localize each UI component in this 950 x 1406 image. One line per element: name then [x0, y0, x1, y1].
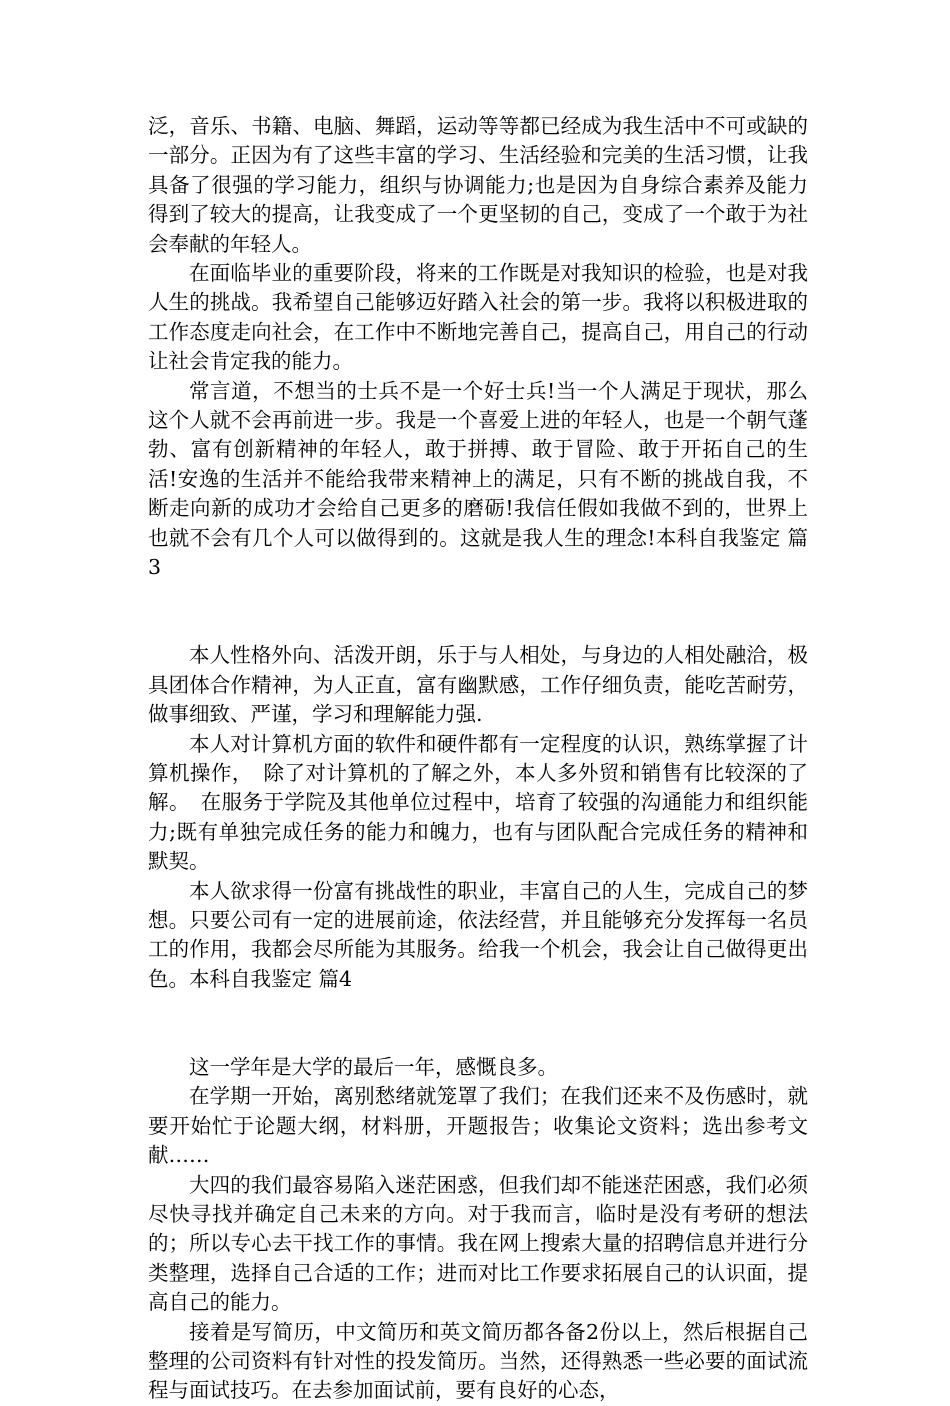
paragraph: 接着是写简历，中文简历和英文简历都各备2份以上，然后根据自己整理的公司资料有针对性的投发简历。当然，还得熟悉一些必要的面试流程与面试技巧。在去参加面试前，要有良好的心态，: [148, 1319, 808, 1403]
paragraph: 在学期一开始，离别愁绪就笼罩了我们；在我们还来不及伤感时，就要开始忙于论题大纲，材料册，开题报告；收集论文资料；选出参考文献……: [148, 1084, 808, 1168]
paragraph: 这一学年是大学的最后一年，感慨良多。: [189, 1054, 558, 1079]
paragraph: 在面临毕业的重要阶段，将来的工作既是对我知识的检验，也是对我人生的挑战。我希望自己能够迈好踏入社会的第一步。我将以积极进取的工作态度走向社会，在工作中不断地完善自己，提高自己，用自己的行动让社会肯定我的能力。: [148, 261, 808, 374]
section-gap: [148, 994, 808, 1053]
paragraph: 本人欲求得一份富有挑战性的职业，丰富自己的人生，完成自己的梦想。只要公司有一定的进展前途，依法经营，并且能够充分发挥每一名员工的作用，我都会尽所能为其服务。给我一个机会，我会让自己做得更出色。本科自我鉴定 篇4: [148, 878, 808, 991]
paragraph: 常言道，不想当的士兵不是一个好士兵!当一个人满足于现状，那么这个人就不会再前进一步。我是一个喜爱上进的年轻人，也是一个朝气蓬勃、富有创新精神的年轻人，敢于拼搏、敢于冒险、敢于开拓自己的生活!安逸的生活并不能给我带来精神上的满足，只有不断的挑战自我，不断走向新的成功才会给自己更多的磨砺!我信任假如我做不到的，世界上也就不会有几个人可以做得到的。这就是我人生的理念!本科自我鉴定 篇3: [148, 378, 808, 580]
paragraph: 本人对计算机方面的软件和硬件都有一定程度的认识，熟练掌握了计算机操作， 除了对计算机的了解之外，本人多外贸和销售有比较深的了解。 在服务于学院及其他单位过程中，培育了较强的沟通能力和组织能力;既有单独完成任务的能力和魄力，也有与团队配合完成任务的精神和默契。: [148, 731, 808, 874]
paragraph: 大四的我们最容易陷入迷茫困惑，但我们却不能迷茫困惑，我们必须尽快寻找并确定自己未来的方向。对于我而言，临时是没有考研的想法的；所以专心去干找工作的事情。我在网上搜索大量的招聘信息并进行分类整理，选择自己合适的工作；进而对比工作要求拓展自己的认识面，提高自己的能力。: [148, 1172, 808, 1315]
paragraph: 泛，音乐、书籍、电脑、舞蹈，运动等等都已经成为我生活中不可或缺的一部分。正因为有了这些丰富的学习、生活经验和完美的生活习惯，让我具备了很强的学习能力，组织与协调能力;也是因为自身综合素养及能力得到了较大的提高，让我变成了一个更坚韧的自己，变成了一个敢于为社会奉献的年轻人。: [148, 114, 808, 256]
section-gap: [148, 583, 808, 642]
document-page: [148, 112, 808, 1406]
paragraph: 本人性格外向、活泼开朗，乐于与人相处，与身边的人相处融洽，极具团体合作精神，为人正直，富有幽默感，工作仔细负责，能吃苦耐劳，做事细致、严谨，学习和理解能力强.: [148, 643, 808, 727]
